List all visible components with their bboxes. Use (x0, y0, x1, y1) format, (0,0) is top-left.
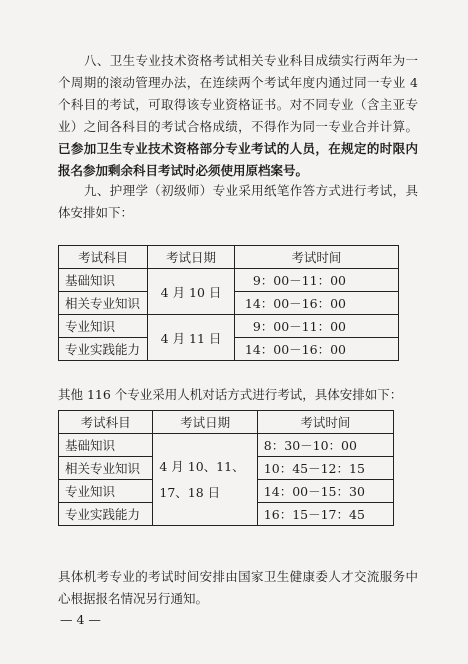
computer-exam-schedule-table (58, 410, 394, 526)
header-date: 考试日期 (148, 246, 234, 269)
date-line-1: 4 月 10、11、 (159, 458, 245, 474)
time-cell: 9：00－11：00 (234, 315, 398, 338)
time-cell: 10：45－12：15 (257, 457, 393, 480)
table-row (59, 269, 399, 292)
time-cell: 8：30－10：00 (257, 434, 393, 457)
time-cell: 14：00－16：00 (234, 338, 398, 361)
header-subject: 考试科目 (59, 411, 153, 434)
subject-cell: 专业实践能力 (59, 503, 153, 526)
date-cell: 4 月 10 日 (148, 269, 234, 315)
subject-cell: 基础知识 (59, 269, 148, 292)
subject-cell: 专业实践能力 (59, 338, 148, 361)
time-cell: 14：00－16：00 (234, 292, 398, 315)
paragraph-eight (58, 50, 418, 182)
paragraph-nine: 九、护理学（初级师）专业采用纸笔作答方式进行考试，具体安排如下： (58, 183, 418, 220)
subject-cell: 相关专业知识 (59, 457, 153, 480)
header-time: 考试时间 (234, 246, 398, 269)
date-line-2: 17、18 日 (159, 484, 221, 500)
header-subject: 考试科目 (59, 246, 148, 269)
time-cell: 14：00－15：30 (257, 480, 393, 503)
time-cell: 16：15－17：45 (257, 503, 393, 526)
paragraph-closing-note: 具体机考专业的考试时间安排由国家卫生健康委人才交流服务中心根据报名情况另行通知。 (58, 569, 418, 606)
table-header-row (59, 246, 399, 269)
subject-cell: 专业知识 (59, 480, 153, 503)
table-row (59, 434, 394, 457)
subject-cell: 相关专业知识 (59, 292, 148, 315)
paragraph-computer-exam-intro: 其他 116 个专业采用人机对话方式进行考试，具体安排如下： (58, 387, 403, 402)
paragraph-eight-bold-text: 已参加卫生专业技术资格部分专业考试的人员，在规定的时限内报名参加剩余科目考试时必须使用原档案号。 (58, 141, 418, 178)
date-cell: 4 月 11 日 (148, 315, 234, 361)
table-row (59, 315, 399, 338)
table-header-row (59, 411, 394, 434)
paragraph-eight-text: 八、卫生专业技术资格考试相关专业科目成绩实行两年为一个周期的滚动管理办法，在连续两个考试年度内通过同一专业 4 个科目的考试，可取得该专业资格证书。对不同专业（含主亚专业）之间各科目的考试合格成绩，不得作为同一专业合并计算。 (58, 53, 418, 134)
paper-exam-schedule-table (58, 245, 399, 361)
date-cell (153, 434, 257, 526)
subject-cell: 基础知识 (59, 434, 153, 457)
page-number: — 4 — (60, 612, 101, 627)
header-time: 考试时间 (257, 411, 393, 434)
subject-cell: 专业知识 (59, 315, 148, 338)
header-date: 考试日期 (153, 411, 257, 434)
time-cell: 9：00－11：00 (234, 269, 398, 292)
